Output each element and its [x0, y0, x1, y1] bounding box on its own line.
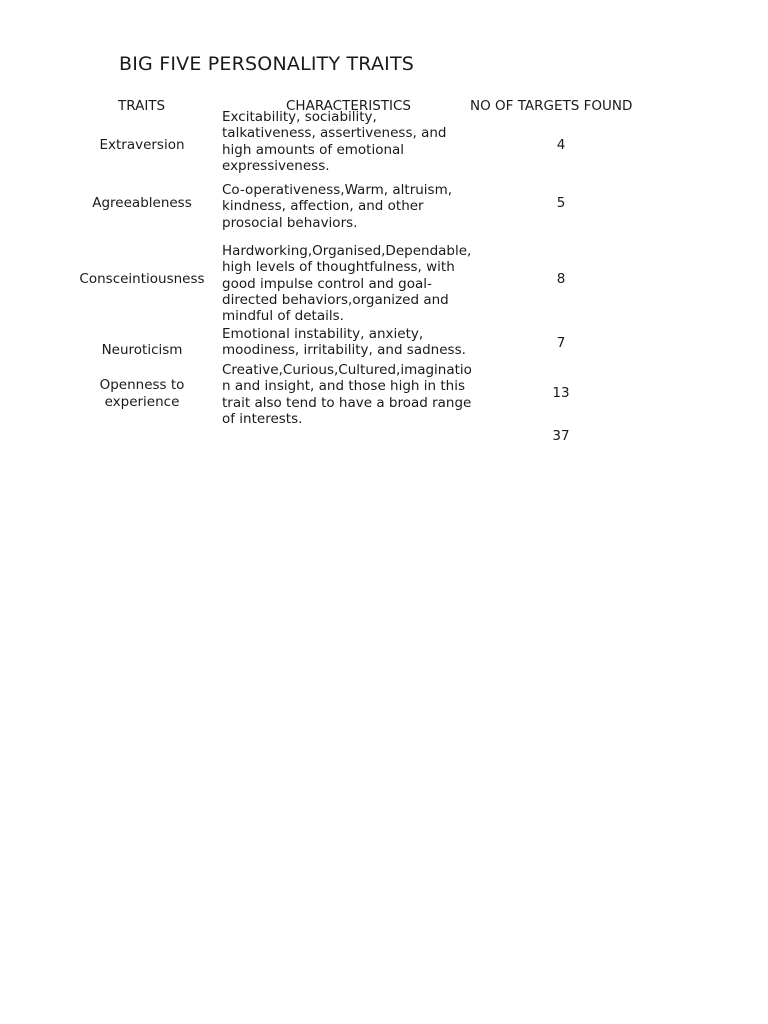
characteristics-cell — [222, 362, 480, 430]
trait-cell: Consceintiousness — [79, 271, 205, 287]
characteristics-text: Hardworking,Organised,Dependable, high levels of thoughtfulness, with good impulse control and goal- directed behaviors,organized and mindful of details. — [222, 243, 472, 325]
target-count-cell: 5 — [556, 195, 566, 211]
target-count-cell: 8 — [556, 271, 566, 287]
characteristics-text: Co-operativeness,Warm, altruism, kindness, affection, and other prosocial behaviors. — [222, 182, 453, 231]
column-header-traits: TRAITS — [118, 98, 166, 114]
characteristics-cell — [222, 182, 480, 234]
trait-cell: Neuroticism — [101, 342, 183, 358]
characteristics-cell — [222, 243, 480, 327]
characteristics-cell — [222, 326, 480, 362]
total-count: 37 — [552, 428, 570, 444]
characteristics-cell — [222, 109, 480, 176]
trait-cell: Openness to experience — [99, 377, 185, 410]
target-count-cell: 13 — [552, 385, 570, 401]
column-header-targets — [470, 98, 644, 114]
characteristics-text: Excitability, sociability, talkativeness, assertiveness, and high amounts of emotional expressiveness. — [222, 109, 447, 174]
target-count-cell: 4 — [556, 137, 566, 153]
characteristics-text: Creative,Curious,Cultured,imaginatio n and insight, and those high in this trait also tend to have a broad range of interests. — [222, 362, 472, 427]
document-title: BIG FIVE PERSONALITY TRAITS — [119, 53, 415, 75]
characteristics-text: Emotional instability, anxiety, moodiness, irritability, and sadness. — [222, 326, 466, 359]
column-header-targets-label: NO OF TARGETS FOUND — [470, 98, 633, 114]
column-header-characteristics: CHARACTERISTICS — [286, 98, 412, 114]
trait-cell: Extraversion — [99, 137, 185, 153]
target-count-cell: 7 — [556, 335, 566, 351]
trait-cell: Agreeableness — [92, 195, 192, 211]
